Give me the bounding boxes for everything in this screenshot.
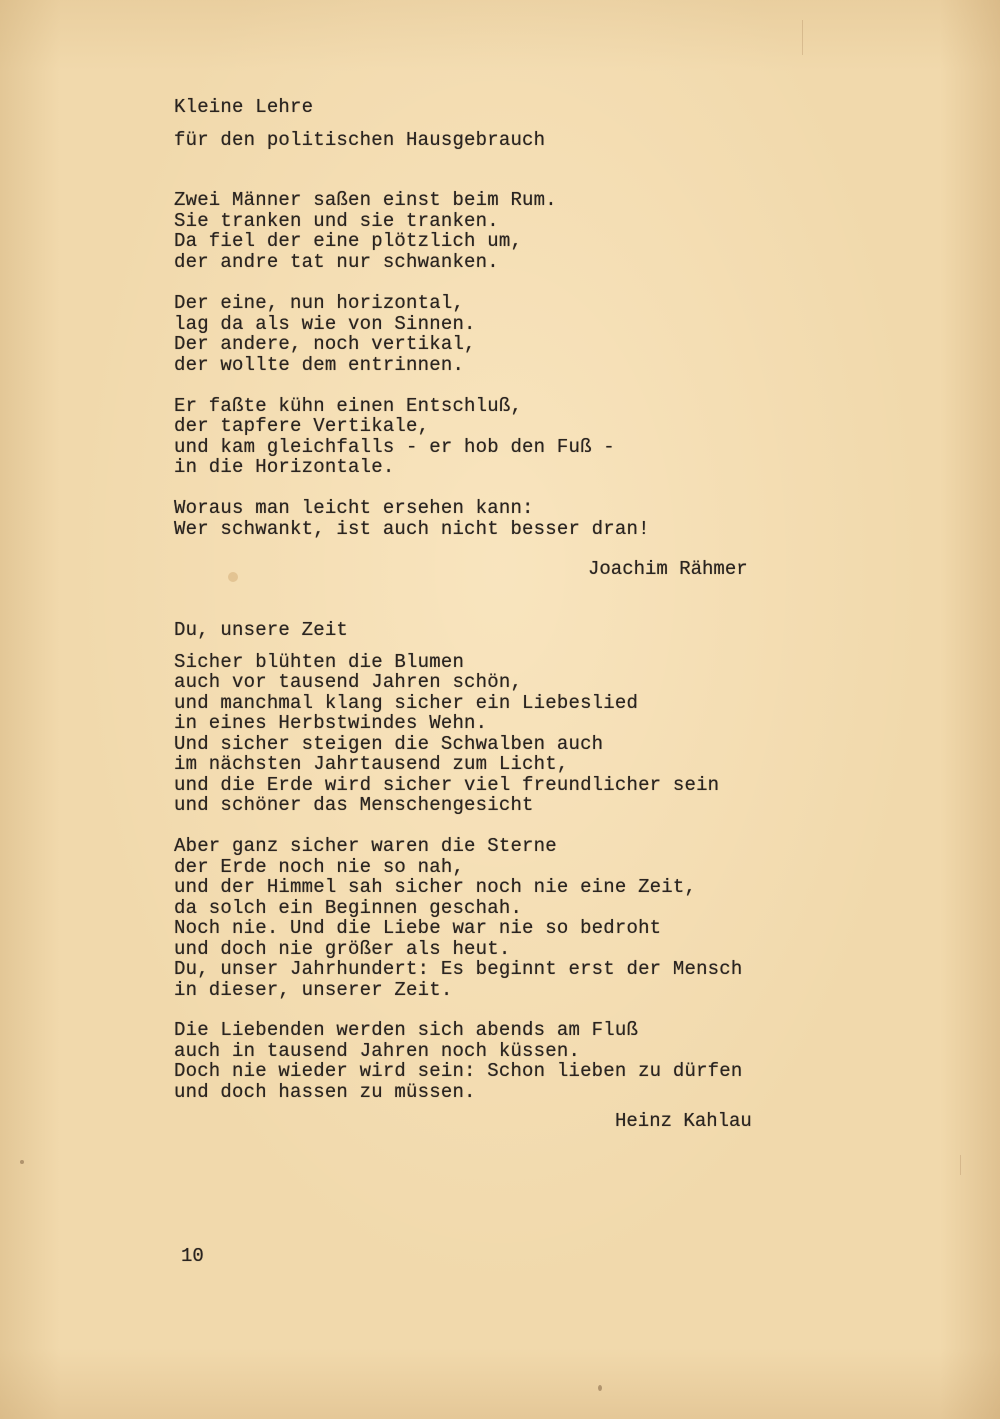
poem2-line: Sicher blühten die Blumen — [174, 651, 465, 673]
poem1-line: Zwei Männer saßen einst beim Rum. — [174, 189, 557, 211]
poem1-subtitle: für den politischen Hausgebrauch — [174, 129, 546, 151]
poem2-line: da solch ein Beginnen geschah. — [174, 897, 523, 919]
poem1-line: und kam gleichfalls - er hob den Fuß - — [174, 436, 615, 458]
stain-mark — [228, 572, 238, 582]
poem2-title: Du, unsere Zeit — [174, 619, 349, 641]
poem2-line: Aber ganz sicher waren die Sterne — [174, 835, 557, 857]
poem2-line: auch vor tausend Jahren schön, — [174, 671, 523, 693]
poem2-line: und schöner das Menschengesicht — [174, 794, 534, 816]
stain-mark — [20, 1160, 24, 1164]
poem2-line: und der Himmel sah sicher noch nie eine Zeit, — [174, 876, 697, 898]
poem1-line: lag da als wie von Sinnen. — [174, 313, 476, 335]
poem1-author: Joachim Rähmer — [588, 558, 748, 580]
poem2-line: der Erde noch nie so nah, — [174, 856, 465, 878]
poem2-line: in eines Herbstwindes Wehn. — [174, 712, 488, 734]
poem1-line: Er faßte kühn einen Entschluß, — [174, 395, 523, 417]
page-crease — [960, 1155, 961, 1175]
poem2-line: auch in tausend Jahren noch küssen. — [174, 1040, 581, 1062]
poem2-line: im nächsten Jahrtausend zum Licht, — [174, 753, 569, 775]
poem2-line: und doch hassen zu müssen. — [174, 1081, 476, 1103]
poem1-line: Der eine, nun horizontal, — [174, 292, 465, 314]
poem2-author: Heinz Kahlau — [615, 1110, 752, 1132]
poem2-line: und manchmal klang sicher ein Liebeslied — [174, 692, 639, 714]
poem2-line: und die Erde wird sicher viel freundlicher sein — [174, 774, 720, 796]
poem1-line: Der andere, noch vertikal, — [174, 333, 476, 355]
poem1-title: Kleine Lehre — [174, 96, 314, 118]
poem1-line: in die Horizontale. — [174, 456, 395, 478]
poem2-line: Die Liebenden werden sich abends am Fluß — [174, 1019, 639, 1041]
poem1-line: der tapfere Vertikale, — [174, 415, 430, 437]
poem1-line: Da fiel der eine plötzlich um, — [174, 230, 523, 252]
poem2-line: Doch nie wieder wird sein: Schon lieben zu dürfen — [174, 1060, 743, 1082]
poem2-line: Noch nie. Und die Liebe war nie so bedroht — [174, 917, 662, 939]
poem2-line: Du, unser Jahrhundert: Es beginnt erst der Mensch — [174, 958, 743, 980]
poem1-line: Sie tranken und sie tranken. — [174, 210, 499, 232]
stain-mark — [598, 1385, 602, 1391]
poem2-line: und doch nie größer als heut. — [174, 938, 511, 960]
poem2-line: Und sicher steigen die Schwalben auch — [174, 733, 604, 755]
page-crease — [802, 20, 803, 55]
page-number: 10 — [181, 1245, 204, 1267]
poem1-line: Wer schwankt, ist auch nicht besser dran! — [174, 518, 650, 540]
poem1-line: Woraus man leicht ersehen kann: — [174, 497, 534, 519]
poem1-line: der andre tat nur schwanken. — [174, 251, 499, 273]
poem2-line: in dieser, unserer Zeit. — [174, 979, 453, 1001]
poem1-line: der wollte dem entrinnen. — [174, 354, 465, 376]
